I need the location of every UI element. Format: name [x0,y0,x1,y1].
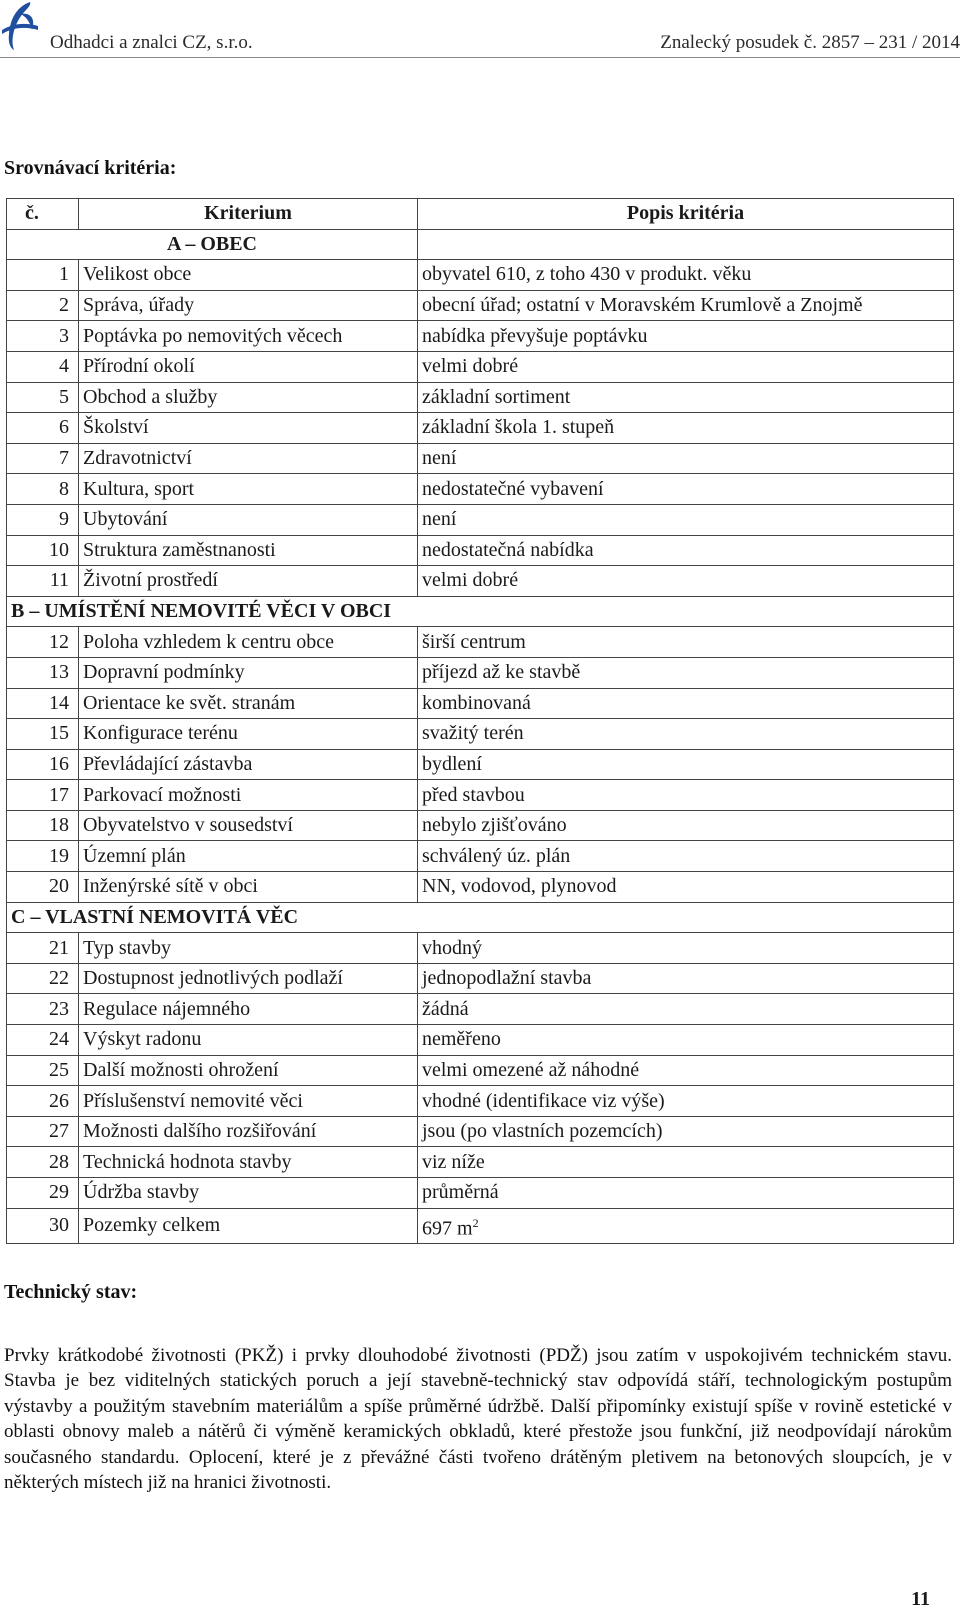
row-criterion: Školství [79,413,418,444]
row-number: 13 [7,657,79,688]
row-number: 21 [7,933,79,964]
row-description: bydlení [418,749,954,780]
row-criterion: Poptávka po nemovitých věcech [79,321,418,352]
group-b-row [7,596,954,627]
col-description-header: Popis kritéria [418,199,954,230]
row-description: základní škola 1. stupeň [418,413,954,444]
header-company: Odhadci a znalci CZ, s.r.o. [50,32,253,53]
row-description: jednopodlažní stavba [418,963,954,994]
row-criterion: Obyvatelstvo v sousedství [79,810,418,841]
col-criterion-header: Kriterium [79,199,418,230]
table-row [7,413,954,444]
row-number: 11 [7,566,79,597]
row-description: průměrná [418,1178,954,1209]
row-criterion: Regulace nájemného [79,994,418,1025]
row-criterion: Ubytování [79,504,418,535]
table-row [7,688,954,719]
row-number: 20 [7,872,79,903]
table-row [7,841,954,872]
row-criterion: Dostupnost jednotlivých podlaží [79,963,418,994]
company-logo-icon [0,0,40,52]
row-description: vhodné (identifikace viz výše) [418,1086,954,1117]
row-criterion: Výskyt radonu [79,1025,418,1056]
row-number: 2 [7,290,79,321]
row-number: 17 [7,780,79,811]
row-criterion: Přírodní okolí [79,351,418,382]
table-header-row [7,199,954,230]
table-row [7,933,954,964]
row-criterion: Poloha vzhledem k centru obce [79,627,418,658]
table-row [7,1147,954,1178]
row-description: před stavbou [418,780,954,811]
row-description: základní sortiment [418,382,954,413]
row-criterion: Zdravotnictví [79,443,418,474]
table-row [7,443,954,474]
col-num-header: č. [7,199,79,230]
row-number: 30 [7,1208,79,1244]
row-number: 7 [7,443,79,474]
row-description: neměřeno [418,1025,954,1056]
table-row [7,566,954,597]
row-description: žádná [418,994,954,1025]
table-row [7,719,954,750]
row-criterion: Převládající zástavba [79,749,418,780]
row-number: 28 [7,1147,79,1178]
row-criterion: Správa, úřady [79,290,418,321]
table-row [7,290,954,321]
row-description: nedostatečná nabídka [418,535,954,566]
row-description: nedostatečné vybavení [418,474,954,505]
row-criterion: Možnosti dalšího rozšiřování [79,1116,418,1147]
page-number: 11 [911,1588,930,1610]
table-row [7,1055,954,1086]
row-criterion: Kultura, sport [79,474,418,505]
group-b-label: B – UMÍSTĚNÍ NEMOVITÉ VĚCI V OBCI [7,596,954,627]
row-description: obecní úřad; ostatní v Moravském Krumlově a Znojmě [418,290,954,321]
row-description: obyvatel 610, z toho 430 v produkt. věku [418,260,954,291]
row-description: příjezd až ke stavbě [418,657,954,688]
area-value: 697 m [422,1217,473,1240]
area-unit-exponent: 2 [472,1215,479,1230]
row-number: 15 [7,719,79,750]
row-description: svažitý terén [418,719,954,750]
table-row [7,474,954,505]
table-row [7,504,954,535]
row-criterion: Údržba stavby [79,1178,418,1209]
row-description: jsou (po vlastních pozemcích) [418,1116,954,1147]
row-number: 4 [7,351,79,382]
table-row [7,260,954,291]
row-number: 29 [7,1178,79,1209]
row-criterion: Velikost obce [79,260,418,291]
row-description: viz níže [418,1147,954,1178]
row-description: vhodný [418,933,954,964]
row-description: kombinovaná [418,688,954,719]
table-row [7,1116,954,1147]
row-criterion: Struktura zaměstnanosti [79,535,418,566]
table-row [7,872,954,903]
row-number: 9 [7,504,79,535]
row-number: 24 [7,1025,79,1056]
row-description: velmi omezené až náhodné [418,1055,954,1086]
row-number: 19 [7,841,79,872]
group-a-row [7,229,954,260]
row-criterion: Parkovací možnosti [79,780,418,811]
row-number: 26 [7,1086,79,1117]
table-row [7,780,954,811]
row-criterion: Územní plán [79,841,418,872]
row-criterion: Příslušenství nemovité věci [79,1086,418,1117]
row-description: širší centrum [418,627,954,658]
group-c-label: C – VLASTNÍ NEMOVITÁ VĚC [7,902,954,933]
criteria-title: Srovnávací kritéria: [4,157,177,179]
criteria-table [6,198,954,1244]
row-number: 1 [7,260,79,291]
row-description: nebylo zjišťováno [418,810,954,841]
row-criterion: Typ stavby [79,933,418,964]
row-criterion: Technická hodnota stavby [79,1147,418,1178]
table-row [7,994,954,1025]
page-header [0,0,960,58]
table-row [7,1178,954,1209]
row-number: 18 [7,810,79,841]
row-number: 6 [7,413,79,444]
table-row [7,963,954,994]
table-row [7,627,954,658]
table-row [7,535,954,566]
header-report-number: Znalecký posudek č. 2857 – 231 / 2014 [660,32,960,53]
row-number: 22 [7,963,79,994]
row-criterion: Inženýrské sítě v obci [79,872,418,903]
table-row [7,1086,954,1117]
table-row [7,810,954,841]
row-criterion: Další možnosti ohrožení [79,1055,418,1086]
row-number: 8 [7,474,79,505]
table-row [7,1208,954,1244]
row-number: 27 [7,1116,79,1147]
table-row [7,749,954,780]
row-number: 16 [7,749,79,780]
row-description: není [418,504,954,535]
row-criterion: Orientace ke svět. stranám [79,688,418,719]
table-row [7,657,954,688]
group-c-row [7,902,954,933]
row-criterion: Pozemky celkem [79,1208,418,1244]
row-description [418,1208,954,1244]
table-row [7,382,954,413]
row-description: NN, vodovod, plynovod [418,872,954,903]
table-row [7,351,954,382]
tech-paragraph: Prvky krátkodobé životnosti (PKŽ) i prvky dlouhodobé životnosti (PDŽ) jsou zatím v uspokojivém technickém stavu. Stavba je bez viditelných statických poruch a její stavebně-technický stav odpovídá stáří, technologickým postupům výstavby a použitým stavebním materiálům a spíše průměrné údržbě. Další připomínky existují spíše v rovině estetické v oblasti obnovy maleb a nátěrů či výměně keramických obkladů, které přestože jsou funkční, již neodpovídají nárokům současného standardu. Oplocení, které je z převážné části tvořeno drátěným pletivem na betonových sloupcích, je v některých místech již na hranici životnosti. [4,1345,952,1494]
row-number: 10 [7,535,79,566]
row-description: nabídka převyšuje poptávku [418,321,954,352]
row-number: 23 [7,994,79,1025]
row-number: 14 [7,688,79,719]
tech-title: Technický stav: [4,1281,138,1303]
row-number: 3 [7,321,79,352]
row-description: není [418,443,954,474]
row-description: velmi dobré [418,566,954,597]
group-a-label: A – OBEC [7,229,418,260]
row-description: velmi dobré [418,351,954,382]
row-criterion: Dopravní podmínky [79,657,418,688]
row-number: 12 [7,627,79,658]
row-description: schválený úz. plán [418,841,954,872]
row-criterion: Obchod a služby [79,382,418,413]
row-number: 25 [7,1055,79,1086]
row-number: 5 [7,382,79,413]
table-row [7,321,954,352]
row-criterion: Konfigurace terénu [79,719,418,750]
table-row [7,1025,954,1056]
row-criterion: Životní prostředí [79,566,418,597]
